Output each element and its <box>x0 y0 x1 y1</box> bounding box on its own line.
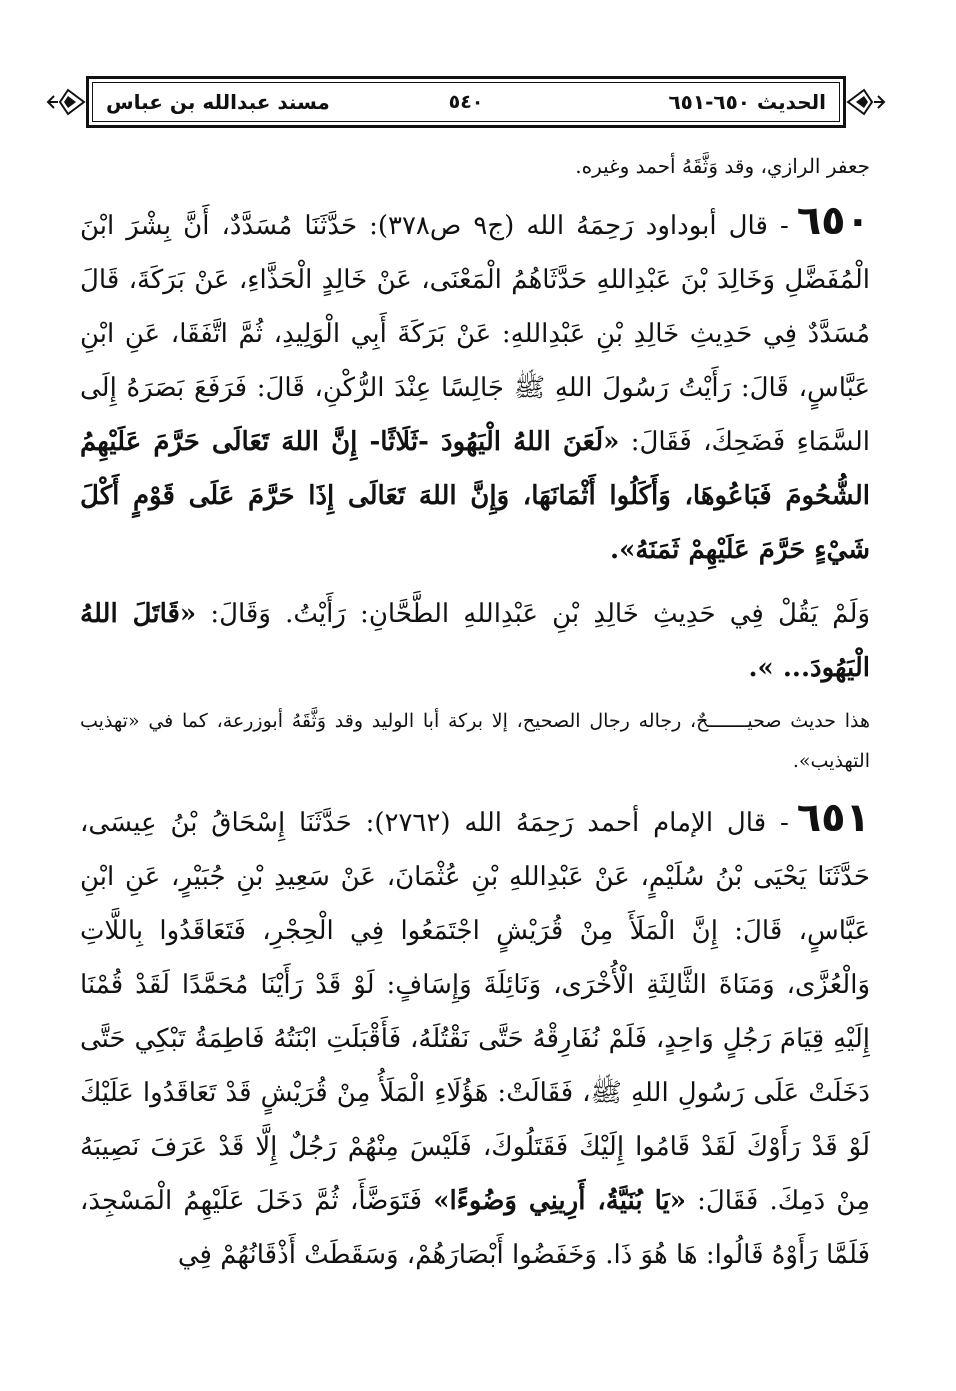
running-header <box>46 76 886 128</box>
hadith-651-closing: فَتَوَضَّأَ، ثُمَّ دَخَلَ عَلَيْهِمُ الْمَسْجِدَ، فَلَمَّا رَأَوْهُ قَالُوا: هَا هُوَ ذَا. وَخَفَضُوا أَبْصَارَهُمْ، وَسَقَطَتْ أَذْقَانُهُمْ فِي <box>80 1186 870 1270</box>
hadith-650-followup-quote: «قَاتَلَ اللهُ الْيَهُودَ... ». <box>80 599 870 683</box>
ornament-right-icon <box>846 84 886 120</box>
hadith-651-text: - قال الإمام أحمد رَحِمَهُ الله (٢٧٦٢): حَدَّثَنَا إِسْحَاقُ بْنُ عِيسَى، حَدَّثَنَا يَحْيَى بْنُ سُلَيْمٍ، عَنْ عَبْدِاللهِ بْنِ عُثْمَانَ، عَنْ سَعِيدِ بْنِ جُبَيْرٍ، عَنِ ابْنِ عَبَّاسٍ، قَالَ: إِنَّ الْمَلَأَ مِنْ قُرَيْشٍ اجْتَمَعُوا فِي الْحِجْرِ، فَتَعَاقَدُوا بِاللَّاتِ وَالْعُزَّى، وَمَنَاةَ الثَّالِثَةِ الْأُخْرَى، وَنَائِلَةَ وَإِسَافٍ: لَوْ قَدْ رَأَيْنَا مُحَمَّدًا لَقَدْ قُمْنَا إِلَيْهِ قِيَامَ رَجُلٍ وَاحِدٍ، فَلَمْ نُفَارِقْهُ حَتَّى نَقْتُلَهُ، فَأَقْبَلَتِ ابْنَتُهُ فَاطِمَةُ تَبْكِي حَتَّى دَخَلَتْ عَلَى رَسُولِ اللهِ ﷺ، فَقَالَتْ: هَؤُلَاءِ الْمَلَأُ مِنْ قُرَيْشٍ قَدْ تَعَاقَدُوا عَلَيْكَ لَوْ قَدْ رَأَوْكَ لَقَدْ قَامُوا إِلَيْكَ فَقَتَلُوكَ، فَلَيْسَ مِنْهُمْ رَجُلٌ إِلَّا قَدْ عَرَفَ نَصِيبَهُ مِنْ دَمِكَ. فَقَالَ: <box>80 808 871 1216</box>
hadith-650-followup-text: وَلَمْ يَقُلْ فِي حَدِيثِ خَالِدِ بْنِ عَبْدِاللهِ الطَّحَّانِ: رَأَيْتُ. وَقَالَ: <box>210 599 870 629</box>
intro-line: جعفر الرازي، وقد وَثَّقَهُ أحمد وغيره. <box>575 154 870 178</box>
hadith-651 <box>80 791 870 1282</box>
hadith-651-quote: «يَا بُنَيَّةُ، أَرِينِي وَضُوءًا» <box>433 1186 686 1216</box>
hadith-number-651: ٦٥١ <box>796 795 870 841</box>
header-book-title: مسند عبدالله بن عباس <box>106 90 330 114</box>
page-body <box>80 148 870 1282</box>
hadith-650-quote: «لَعَنَ اللهُ الْيَهُودَ -ثَلَاثًا- إِنَّ اللهَ تَعَالَى حَرَّمَ عَلَيْهِمُ الشُّحُومَ فَبَاعُوهَا، وَأَكَلُوا أَثْمَانَهَا، وَإِنَّ اللهَ تَعَالَى إِذَا حَرَّمَ عَلَى قَوْمٍ أَكْلَ شَيْءٍ حَرَّمَ عَلَيْهِمْ ثَمَنَهُ». <box>80 427 870 565</box>
hadith-650-grading-note: هذا حديث صحيـــــــحٌ، رجاله رجال الصحيح، إلا بركة أبا الوليد وقد وَثَّقَهُ أبوزرعة، كما في «تهذيب التهذيب». <box>80 710 870 772</box>
header-hadith-range: الحديث ٦٥٠-٦٥١ <box>668 90 826 114</box>
hadith-650-followup <box>80 587 870 695</box>
page-number: ٥٤٠ <box>448 91 484 113</box>
hadith-650-text: - قال أبوداود رَحِمَهُ الله (ج٩ ص٣٧٨): حَدَّثَنَا مُسَدَّدٌ، أَنَّ بِشْرَ ابْنَ الْمُفَضَّلِ وَخَالِدَ بْنَ عَبْدِاللهِ حَدَّثَاهُمُ الْمَعْنَى، عَنْ خَالِدٍ الْحَذَّاءِ، عَنْ بَرَكَةَ، قَالَ مُسَدَّدٌ فِي حَدِيثِ خَالِدِ بْنِ عَبْدِاللهِ: عَنْ بَرَكَةَ أَبِي الْوَلِيدِ، ثُمَّ اتَّفَقَا، عَنِ ابْنِ عَبَّاسٍ، قَالَ: رَأَيْتُ رَسُولَ اللهِ ﷺ جَالِسًا عِنْدَ الرُّكْنِ، قَالَ: فَرَفَعَ بَصَرَهُ إِلَى السَّمَاءِ فَضَحِكَ، فَقَالَ: <box>80 211 871 457</box>
hadith-650 <box>80 194 870 577</box>
hadith-number-650: ٦٥٠ <box>796 198 870 244</box>
